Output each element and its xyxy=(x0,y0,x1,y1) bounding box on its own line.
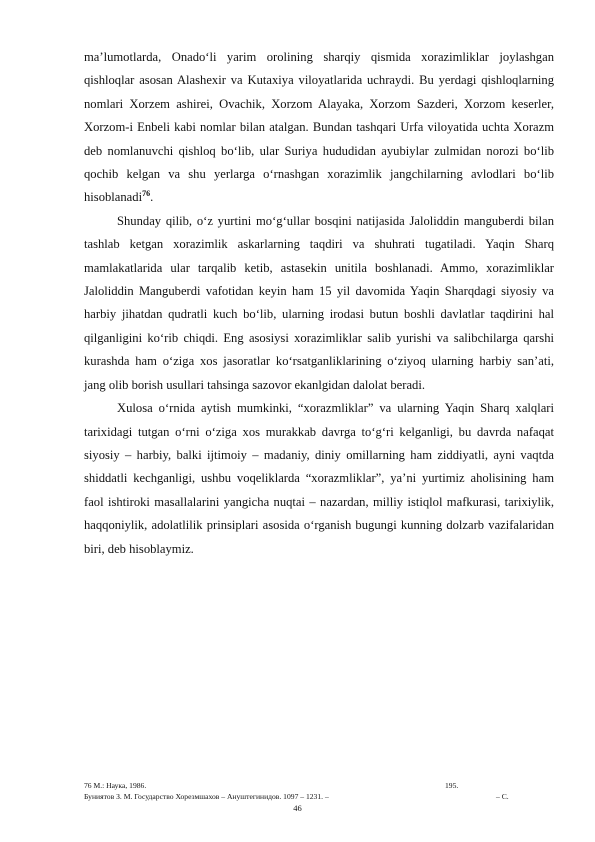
footnote-1-source: 76 М.: Наука, 1986. xyxy=(84,781,147,790)
footnote-1-page: 195. xyxy=(445,781,459,790)
paragraph-1-text: ma’lumotlarda, Onado‘li yarim orolining sharqiy qismida xorazimliklar joylashgan qishloqlar asosan Alashexir va Kutaxiya viloyatlarida uchraydi. Bu yerdagi qishloqlarning nomlari Xorzem ashirei, Ovachik, Xorzom Alayaka, Xorzom Sazderi, Xorzom keserler, Xorzom-i Enbeli kabi nomlar bilan atalgan. Bundan tashqari Urfa viloyatida uchta Xorazm deb nomlanuvchi qishloq bo‘lib, ular Suriya hududidan ayubiylar zulmidan norozi bo‘lib qochib kelgan va shu yerlarga o‘rnashgan xorazimlik jangchilarning avlodlari bo‘lib hisoblanadi xyxy=(84,50,554,205)
page-number: 46 xyxy=(293,803,302,813)
footnote-line-1 xyxy=(84,780,554,791)
body-text xyxy=(84,46,554,561)
paragraph-1 xyxy=(84,46,554,210)
footnote-2-source: Буниятов З. М. Государство Хорезмшахов – Ануштегинидов. 1097 – 1231. – xyxy=(84,792,329,801)
paragraph-3: Xulosa o‘rnida aytish mumkinki, “xorazmliklar” va ularning Yaqin Sharq xalqlari tarixidagi tutgan o‘rni o‘ziga xos murakkab davrga to‘g‘ri kelganligi, bu davrda nafaqat siyosiy – harbiy, balki ijtimoiy – madaniy, diniy omillarning ham ziddiyatli, ayni vaqtda shiddatli kechganligi, ushbu voqeliklarda “xorazmliklar”, ya’ni yurtimiz aholisining ham faol ishtiroki masallalarini yangicha nuqtai – nazardan, milliy istiqlol mafkurasi, tarixiylik, haqqoniylik, adolatlilik prinsiplari asosida o‘rganish bugungi kunning dolzarb vazifalaridan biri, deb hisoblaymiz. xyxy=(84,401,554,556)
footnotes xyxy=(84,780,554,802)
footnote-reference[interactable]: 76 xyxy=(142,189,151,199)
footnote-line-2 xyxy=(84,791,554,802)
paragraph-1-end: . xyxy=(150,190,154,205)
footnote-2-page: – С. xyxy=(496,792,509,801)
paragraph-2: Shunday qilib, o‘z yurtini mo‘g‘ullar bosqini natijasida Jaloliddin manguberdi bilan tashlab ketgan xorazimlik askarlarning taqdiri va shuhrati tugatiladi. Yaqin Sharq mamlakatlarida ular tarqalib ketib, astasekin unitila boshlanadi. Ammo, xorazimliklar Jaloliddin Manguberdi vafotidan keyin ham 15 yil davomida Yaqin Sharqdagi siyosiy va harbiy jihatdan qudratli kuch bo‘lib, ularning irodasi butun boshli davlatlar taqdirini hal qilganligini ko‘rib chiqdi. Eng asosiysi xorazimliklar salib yurishi va salibchilarga qarshi kurashda ham o‘ziga xos jasoratlar ko‘rsatganliklarining o‘ziyoq ularning harbiy san’ati, jang olib borish usullari tahsinga sazovor ekanlgidan dalolat beradi. xyxy=(84,213,554,392)
